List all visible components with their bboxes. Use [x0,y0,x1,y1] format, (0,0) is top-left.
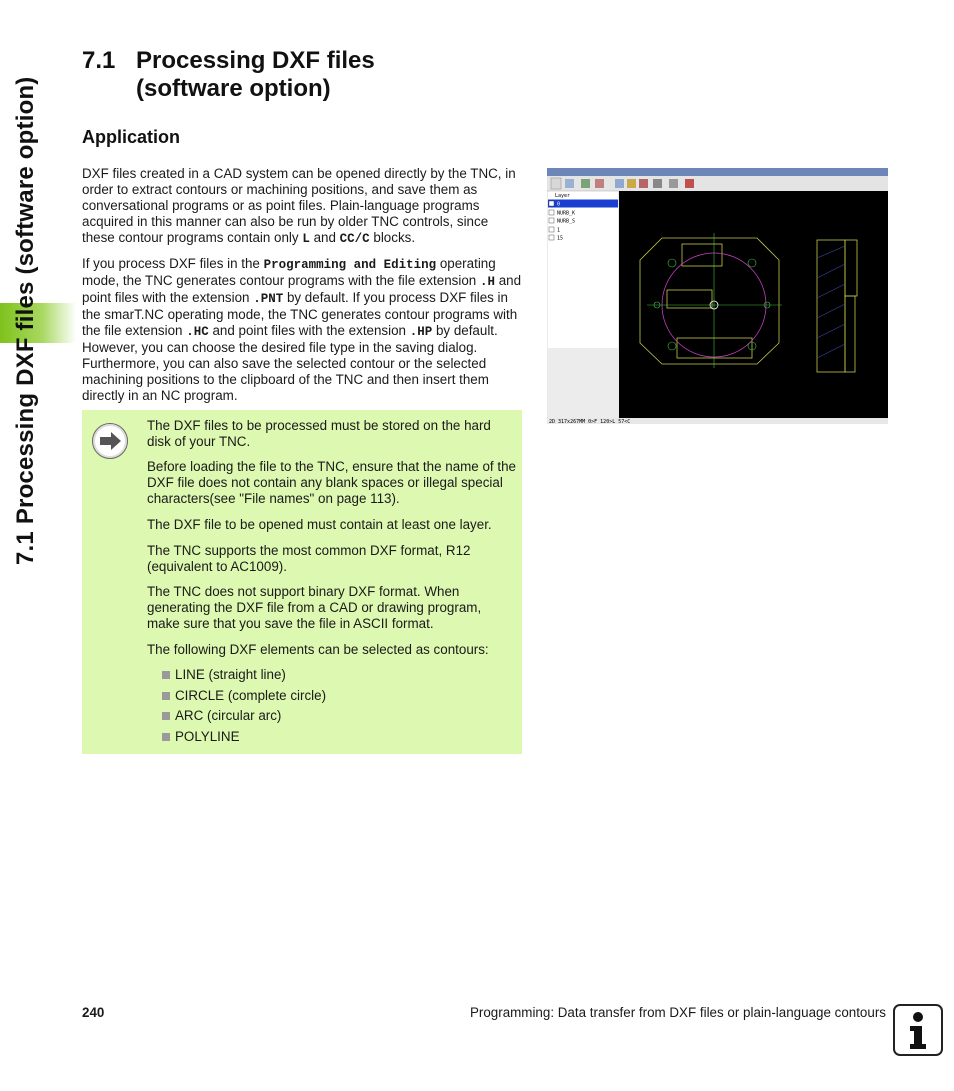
status-bar: 2D 317x267MM 0>F 120>L 57<C [549,419,631,424]
note-format-r12: The TNC supports the most common DXF format, R12 (equivalent to AC1009). [147,543,471,574]
info-icon [893,1004,943,1056]
layer-1: 1 [557,227,561,234]
arrow-right-icon [92,423,128,459]
section-number: 7.1 [82,47,116,74]
section-heading: Application [82,127,180,147]
element-list [162,667,326,749]
list-item: POLYLINE [162,729,326,750]
note-hard-disk: The DXF files to be processed must be stored on the hard disk of your TNC. [147,418,491,449]
paragraph-intro: DXF files created in a CAD system can be opened directly by the TNC, in order to extract contours or machining positions, and save them as conversational programs or as point files. Plain-language programs acquired in this manner can also be run by older TNC controls, since these contour programs contain only L and CC/C blocks. [82,166,516,246]
layer-nurb-s: NURB_S [557,218,576,225]
layer-nurb-k: NURB_K [557,210,576,217]
layer-header: Layer [555,193,571,199]
dxf-converter-screenshot [547,168,888,424]
list-item: LINE (straight line) [162,667,326,688]
note-file-name: Before loading the file to the TNC, ensure that the name of the DXF file does not contain any blank spaces or illegal special characters(see "File names" on page 113). [147,459,516,506]
note-layer: The DXF file to be opened must contain at least one layer. [147,517,492,532]
list-item: CIRCLE (complete circle) [162,688,326,709]
page-title [82,47,375,103]
note-binary: The TNC does not support binary DXF format. When generating the DXF file from a CAD or drawing program, make sure that you save the file in ASCII format. [147,584,482,631]
footer-chapter-text: Programming: Data transfer from DXF files or plain-language contours [469,1005,886,1020]
title-line-1: Processing DXF files [136,47,375,74]
list-item: ARC (circular arc) [162,708,326,729]
page-number: 240 [82,1005,105,1020]
layer-0: 0 [557,201,561,208]
title-line-2: (software option) [136,75,331,102]
note-elements: The following DXF elements can be selected as contours: [147,642,489,657]
side-chapter-title: 7.1 Processing DXF files (software option) [12,76,39,565]
note-box [82,410,522,754]
layer-15: 15 [557,235,564,242]
paragraph-file-types: If you process DXF files in the Programming and Editing operating mode, the TNC generates contour programs with the file extension .H and point files with the extension .PNT by default. If you process DXF files in the smarT.NC operating mode, the TNC generates contour programs with the file extension .HC and point files with the extension .HP by default. However, you can choose the desired file type in the saving dialog. Furthermore, you can also save the selected contour or the selected machining positions to the clipboard of the TNC and then insert them directly in an NC program. [82,256,522,403]
